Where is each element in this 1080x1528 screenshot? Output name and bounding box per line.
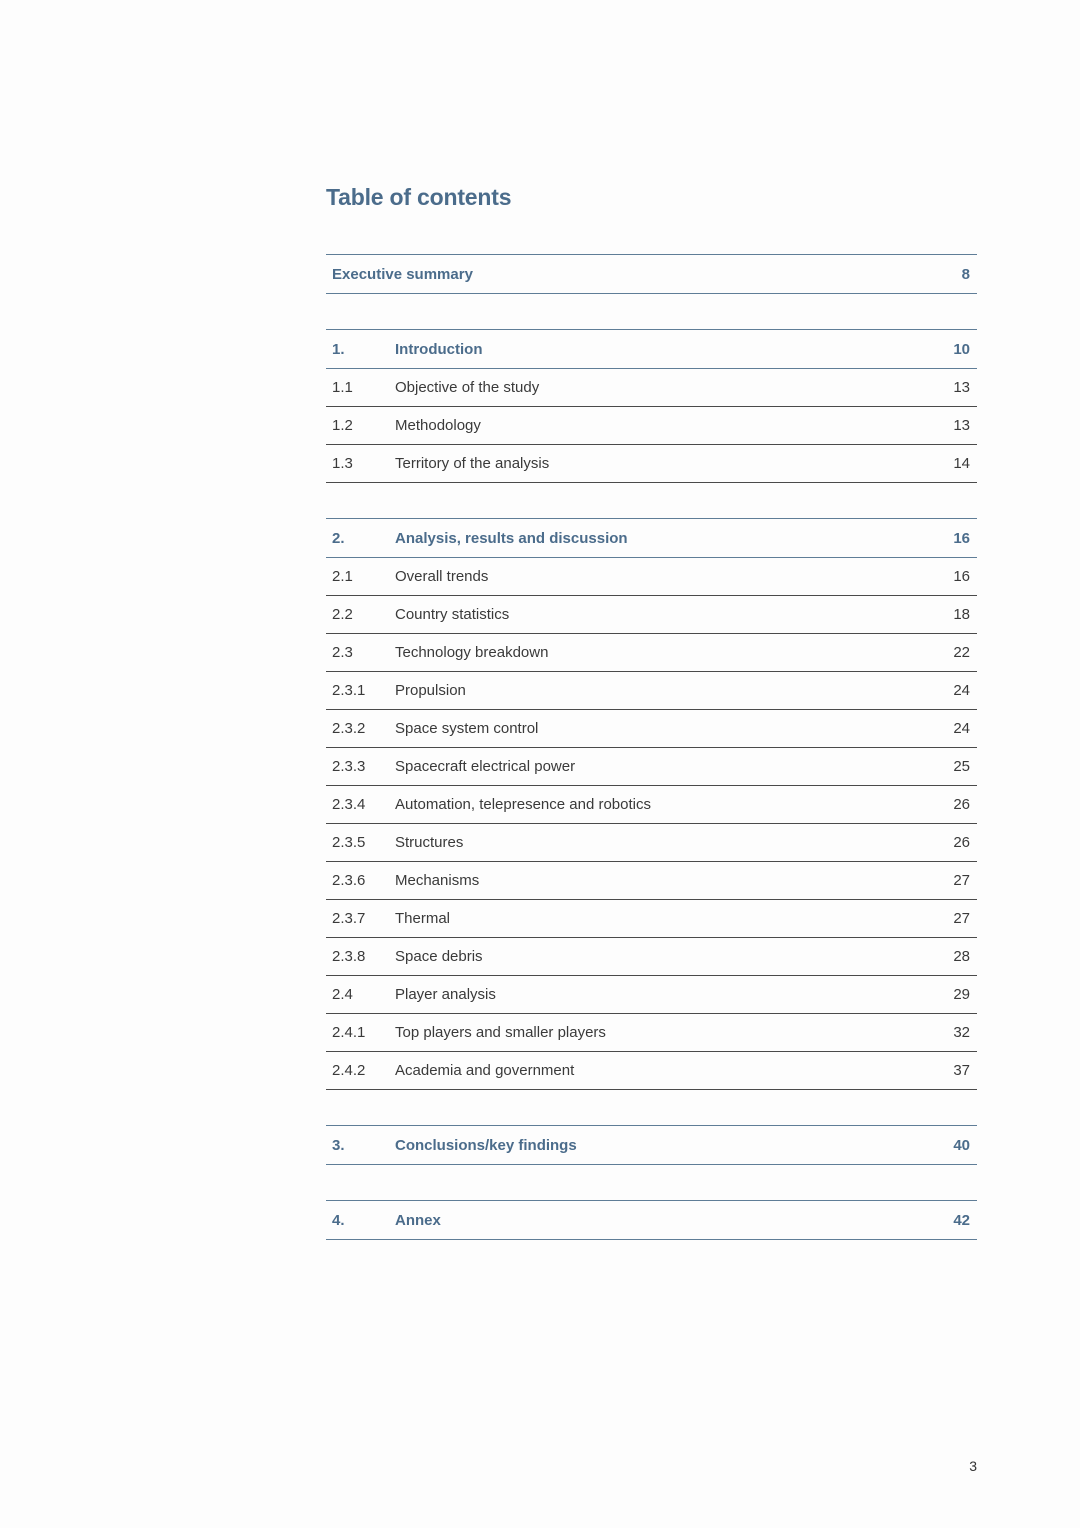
toc-entry-number: 4. xyxy=(332,1211,345,1229)
toc-entry[interactable] xyxy=(326,824,977,862)
toc-entry-page: 28 xyxy=(953,948,970,965)
toc-entry[interactable] xyxy=(326,445,977,483)
toc-entry[interactable] xyxy=(326,672,977,710)
toc-entry[interactable] xyxy=(326,786,977,824)
toc-group-section-3 xyxy=(326,1125,977,1165)
toc-entry[interactable] xyxy=(326,1014,977,1052)
toc-group-section-1 xyxy=(326,329,977,483)
toc-entry-number: 3. xyxy=(332,1136,345,1154)
toc-entry[interactable] xyxy=(326,558,977,596)
toc-entry-label: Technology breakdown xyxy=(395,644,549,661)
toc-entry-page: 24 xyxy=(953,682,970,699)
toc-entry-page: 26 xyxy=(953,834,970,851)
toc-entry-label: Annex xyxy=(395,1211,441,1229)
toc-entry[interactable] xyxy=(326,710,977,748)
toc-entry-page: 25 xyxy=(953,758,970,775)
toc-entry-page: 40 xyxy=(953,1136,970,1154)
toc-entry-page: 8 xyxy=(961,265,970,283)
toc-entry-number: 2.3 xyxy=(332,644,353,661)
toc-group-executive xyxy=(326,254,977,294)
toc-entry-number: 2.4.1 xyxy=(332,1024,366,1041)
toc-section-heading[interactable] xyxy=(326,1126,977,1165)
toc-entry[interactable] xyxy=(326,1052,977,1090)
toc-entry-page: 29 xyxy=(953,986,970,1003)
toc-entry-label: Mechanisms xyxy=(395,872,480,889)
toc-entry-label: Academia and government xyxy=(395,1062,575,1079)
toc-entry-number: 2. xyxy=(332,529,345,547)
toc-entry-number: 2.3.6 xyxy=(332,872,366,889)
toc-entry-number: 2.3.8 xyxy=(332,948,366,965)
toc-entry-number: 2.3.2 xyxy=(332,720,366,737)
toc-entry-page: 22 xyxy=(953,644,970,661)
toc-entry-label: Executive summary xyxy=(332,265,473,283)
toc-entry-label: Country statistics xyxy=(395,606,510,623)
toc-entry-label: Objective of the study xyxy=(395,379,540,396)
toc-entry[interactable] xyxy=(326,407,977,445)
toc-entry-number: 2.3.3 xyxy=(332,758,366,775)
toc-entry-page: 10 xyxy=(953,340,970,358)
toc-entry-page: 42 xyxy=(953,1211,970,1229)
toc-entry-label: Thermal xyxy=(395,910,451,927)
toc-entry-label: Analysis, results and discussion xyxy=(395,529,628,547)
toc-section-heading[interactable] xyxy=(326,519,977,558)
toc-entry-page: 16 xyxy=(953,529,970,547)
toc-entry-number: 2.3.1 xyxy=(332,682,366,699)
toc-entry-number: 2.2 xyxy=(332,606,353,623)
toc-entry-label: Space debris xyxy=(395,948,483,965)
page-title: Table of contents xyxy=(326,184,512,210)
toc-entry-label: Player analysis xyxy=(395,986,496,1003)
toc-entry-page: 13 xyxy=(953,417,970,434)
toc-entry-number: 1.3 xyxy=(332,455,353,472)
toc-entry[interactable] xyxy=(326,862,977,900)
toc-entry-page: 37 xyxy=(953,1062,970,1079)
toc-entry-number: 2.3.7 xyxy=(332,910,366,927)
toc-entry-label: Spacecraft electrical power xyxy=(395,758,576,775)
toc-entry-number: 1. xyxy=(332,340,345,358)
toc-entry-page: 18 xyxy=(953,606,970,623)
toc-entry-label: Space system control xyxy=(395,720,539,737)
toc-entry-page: 27 xyxy=(953,872,970,889)
toc-entry-label: Propulsion xyxy=(395,682,466,699)
toc-section-heading[interactable] xyxy=(326,1201,977,1240)
toc-entry-number: 2.4 xyxy=(332,986,353,1003)
toc-entry-number: 1.2 xyxy=(332,417,353,434)
toc-entry[interactable] xyxy=(326,938,977,976)
toc-entry[interactable] xyxy=(326,634,977,672)
toc-entry-page: 13 xyxy=(953,379,970,396)
toc-entry-page: 27 xyxy=(953,910,970,927)
toc-entry[interactable] xyxy=(326,900,977,938)
toc-entry-label: Introduction xyxy=(395,340,483,358)
toc-entry-page: 26 xyxy=(953,796,970,813)
table-of-contents xyxy=(326,254,977,1275)
toc-entry[interactable] xyxy=(326,596,977,634)
page-number: 3 xyxy=(969,1458,977,1474)
toc-entry-label: Conclusions/key findings xyxy=(395,1136,577,1154)
toc-entry-page: 32 xyxy=(953,1024,970,1041)
toc-entry-number: 2.1 xyxy=(332,568,353,585)
toc-entry-page: 16 xyxy=(953,568,970,585)
toc-entry[interactable] xyxy=(326,976,977,1014)
toc-entry[interactable] xyxy=(326,748,977,786)
toc-entry-label: Automation, telepresence and robotics xyxy=(395,796,651,813)
toc-entry-label: Territory of the analysis xyxy=(395,455,550,472)
toc-entry-page: 24 xyxy=(953,720,970,737)
toc-section-heading[interactable] xyxy=(326,330,977,369)
toc-group-section-2 xyxy=(326,518,977,1090)
toc-group-section-4 xyxy=(326,1200,977,1240)
toc-entry-executive-summary[interactable] xyxy=(326,255,977,294)
toc-entry-label: Structures xyxy=(395,834,464,851)
toc-entry-page: 14 xyxy=(953,455,970,472)
toc-entry-number: 2.3.4 xyxy=(332,796,366,813)
toc-entry-label: Overall trends xyxy=(395,568,489,585)
toc-entry-number: 1.1 xyxy=(332,379,353,396)
toc-entry-number: 2.3.5 xyxy=(332,834,366,851)
toc-entry-number: 2.4.2 xyxy=(332,1062,366,1079)
toc-entry-label: Methodology xyxy=(395,417,481,434)
toc-entry[interactable] xyxy=(326,369,977,407)
toc-entry-label: Top players and smaller players xyxy=(395,1024,606,1041)
